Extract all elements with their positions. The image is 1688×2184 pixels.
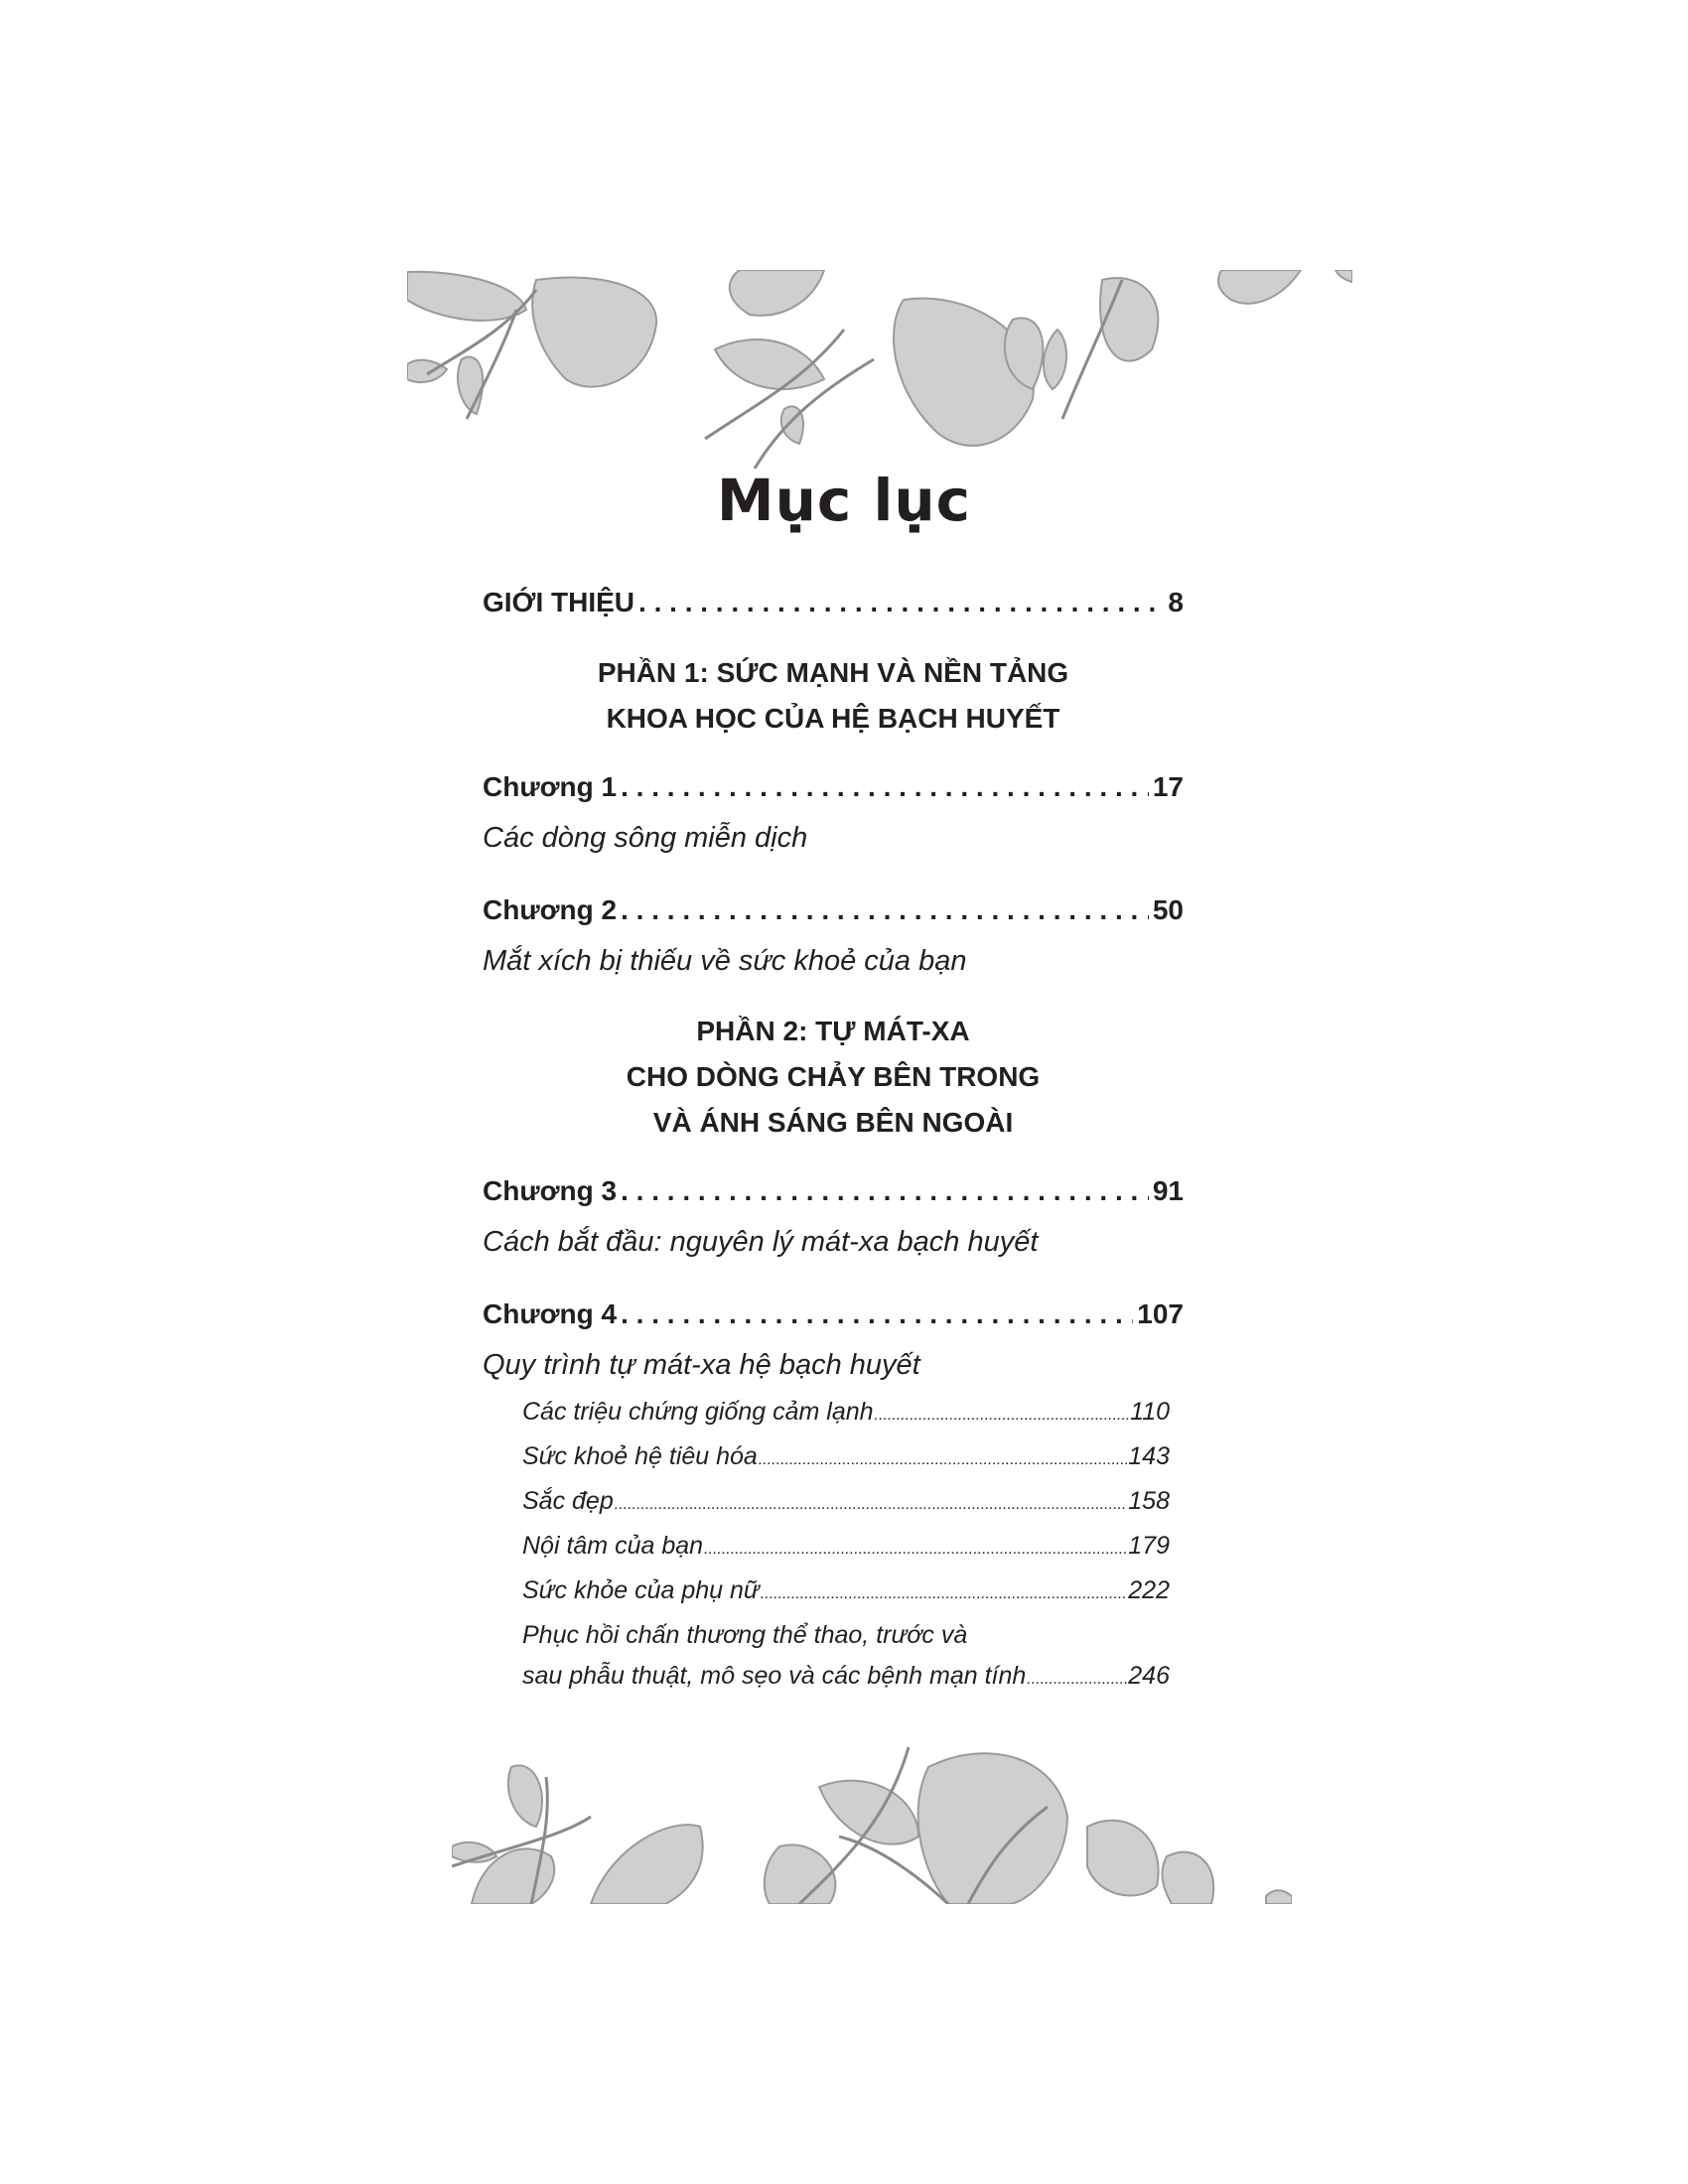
chapter-subtitle: Các dòng sông miễn dịch (483, 822, 808, 854)
toc-entry-chapter (483, 770, 1184, 804)
part-heading-line: CHO DÒNG CHẢY BÊN TRONG (626, 1061, 1041, 1092)
toc-section (522, 1661, 1170, 1695)
leaf-icon (1100, 278, 1158, 360)
dot-leader (615, 1490, 1128, 1520)
part-heading-line: VÀ ÁNH SÁNG BÊN NGOÀI (652, 1107, 1014, 1138)
leaf-icon (407, 272, 526, 321)
toc-entry-chapter (483, 1174, 1184, 1208)
leaf-icon (1087, 1821, 1159, 1896)
dot-leader (704, 1535, 1127, 1565)
section-label: sau phẫu thuật, mô sẹo và các bệnh mạn tính (522, 1662, 1027, 1690)
leaf-icon (1266, 1890, 1292, 1904)
dot-leader (621, 1174, 1149, 1208)
entry-label: Chương 4 (483, 1298, 618, 1329)
toc-section (522, 1397, 1170, 1431)
leaf-icon (508, 1765, 542, 1827)
chapter-subtitle: Cách bắt đầu: nguyên lý mát-xa bạch huyết (483, 1226, 1039, 1258)
part-heading-line: PHẦN 2: TỰ MÁT-XA (696, 1016, 970, 1046)
dot-leader (638, 586, 1164, 619)
page-number: 91 (1152, 1175, 1184, 1206)
leaf-icon (918, 1753, 1067, 1904)
part-heading-line: KHOA HỌC CỦA HỆ BẠCH HUYẾT (606, 703, 1060, 734)
leaf-icon (819, 1781, 918, 1844)
page-number: 107 (1137, 1298, 1184, 1329)
part-heading-2 (483, 1009, 1184, 1146)
leaf-decoration-top (407, 270, 1352, 469)
part-heading-1 (483, 650, 1184, 742)
section-label: Sức khỏe của phụ nữ (522, 1576, 760, 1604)
dot-leader (621, 770, 1149, 804)
leaf-icon (715, 340, 824, 389)
section-label: Nội tâm của bạn (522, 1532, 704, 1560)
section-label: Các triệu chứng giống cảm lạnh (522, 1398, 874, 1426)
section-label: Sức khoẻ hệ tiêu hóa (522, 1442, 758, 1470)
page-number: 246 (1128, 1662, 1170, 1690)
dot-leader (1027, 1665, 1127, 1695)
leaf-icon (1218, 270, 1301, 304)
dot-leader (761, 1579, 1127, 1609)
page-number: 110 (1130, 1398, 1170, 1426)
entry-label: GIỚI THIỆU (483, 587, 635, 617)
dot-leader (621, 893, 1149, 927)
leaf-icon (532, 277, 656, 386)
page-number: 50 (1152, 894, 1184, 925)
toc-section (522, 1441, 1170, 1475)
dot-leader (621, 1297, 1133, 1331)
leaf-icon (1336, 270, 1352, 282)
leaf-icon (1044, 330, 1066, 389)
section-label: Sắc đẹp (522, 1487, 614, 1515)
leaf-icon (730, 270, 824, 316)
leaf-icon (765, 1844, 836, 1904)
page-number: 143 (1128, 1442, 1170, 1470)
entry-label: Chương 1 (483, 771, 618, 802)
page-number: 8 (1168, 587, 1184, 617)
toc-entry-intro (483, 586, 1184, 619)
page-title: Mục lục (716, 467, 972, 534)
leaf-icon (591, 1825, 703, 1904)
dot-leader (759, 1445, 1127, 1475)
entry-label: Chương 2 (483, 894, 618, 925)
leaf-icon (1162, 1852, 1213, 1904)
chapter-subtitle: Quy trình tự mát-xa hệ bạch huyết (483, 1349, 920, 1381)
toc-section (522, 1486, 1170, 1520)
dot-leader (875, 1401, 1130, 1431)
part-heading-line: PHẦN 1: SỨC MẠNH VÀ NỀN TẢNG (597, 657, 1069, 688)
page-number: 222 (1128, 1576, 1170, 1604)
leaf-icon (458, 356, 483, 414)
toc-entry-chapter (483, 1297, 1184, 1331)
chapter-subtitle: Mắt xích bị thiếu về sức khoẻ của bạn (483, 945, 967, 977)
page-number: 17 (1152, 771, 1184, 802)
toc-section (522, 1575, 1170, 1609)
leaf-decoration-bottom (452, 1727, 1292, 1904)
page-number: 158 (1128, 1487, 1170, 1515)
entry-label: Chương 3 (483, 1175, 618, 1206)
toc-entry-chapter (483, 893, 1184, 927)
toc-section (522, 1531, 1170, 1565)
page-number: 179 (1128, 1532, 1170, 1560)
leaf-icon (407, 360, 447, 382)
toc-section-line1: Phục hồi chấn thương thể thao, trước và (522, 1621, 968, 1649)
